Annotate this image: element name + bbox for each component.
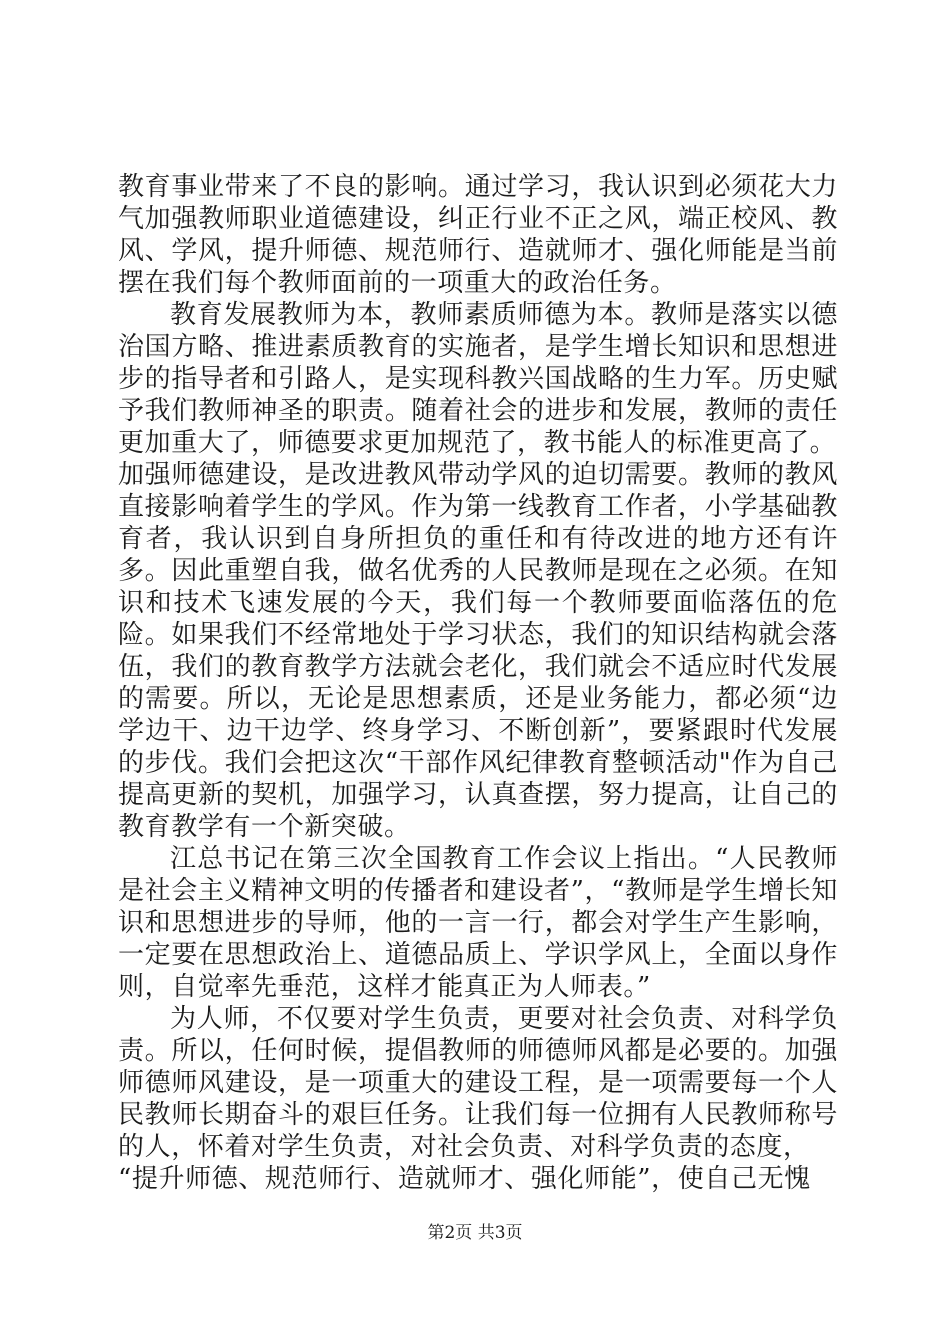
paragraph-5: 为人师，不仅要对学生负责，更要对社会负责、对科学负责。所以，任何时候，提倡教师的师德师风都是必要的。加强师德师风建设，是一项重大的建设工程，是一项需要每一个人民教师长期奋斗的艰巨任务。让我们每一位拥有人民教师称号的人，怀着对学生负责，对社会负责、对科学负责的态度， [118,1004,838,1162]
paragraph-2: 教育发展教师为本，教师素质师德为本。教师是落实以德治国方略、推进素质教育的实施者，是学生增长知识和思想进步的指导者和引路人，是实现科教兴国战略的生力军。历史赋予我们教师神圣的职责。随着社会的进步和发展，教师的责任更加重大了，师德要求更加规范了，教书能人的标准更高了。 [118,300,838,458]
page-footer: 第2页 共3页 [427,1223,523,1243]
paragraph-3: 加强师德建设，是改进教风带动学风的迫切需要。教师的教风直接影响着学生的学风。作为第一线教育工作者，小学基础教育者，我认识到自身所担负的重任和有待改进的地方还有许多。因此重塑自我，做名优秀的人民教师是现在之必须。在知识和技术飞速发展的今天，我们每一个教师要面临落伍的危险。如果我们不经常地处于学习状态，我们的知识结构就会落伍，我们的教育教学方法就会老化，我们就会不适应时代发展的需要。所以，无论是思想素质，还是业务能力，都必须“边学边干、边干边学、终身学习、不断创新”，要紧跟时代发展的步伐。我们会把这次“干部作风纪律教育整顿活动"作为自己提高更新的契机，加强学习，认真查摆，努力提高，让自己的教育教学有一个新突破。 [118,460,838,842]
paragraph-6: “提升师德、规范师行、造就师才、强化师能”，使自己无愧 [118,1164,811,1194]
paragraph-1: 教育事业带来了不良的影响。通过学习，我认识到必须花大力气加强教师职业道德建设，纠正行业不正之风，端正校风、教风、学风，提升师德、规范师行、造就师才、强化师能是当前摆在我们每个教师面前的一项重大的政治任务。 [118,172,838,298]
body-text [118,171,838,1195]
paragraph-4: 江总书记在第三次全国教育工作会议上指出。“人民教师是社会主义精神文明的传播者和建设者”，“教师是学生增长知识和思想进步的导师，他的一言一行，都会对学生产生影响，一定要在思想政治上、道德品质上、学识学风上，全面以身作则，自觉率先垂范，这样才能真正为人师表。” [118,844,838,1002]
